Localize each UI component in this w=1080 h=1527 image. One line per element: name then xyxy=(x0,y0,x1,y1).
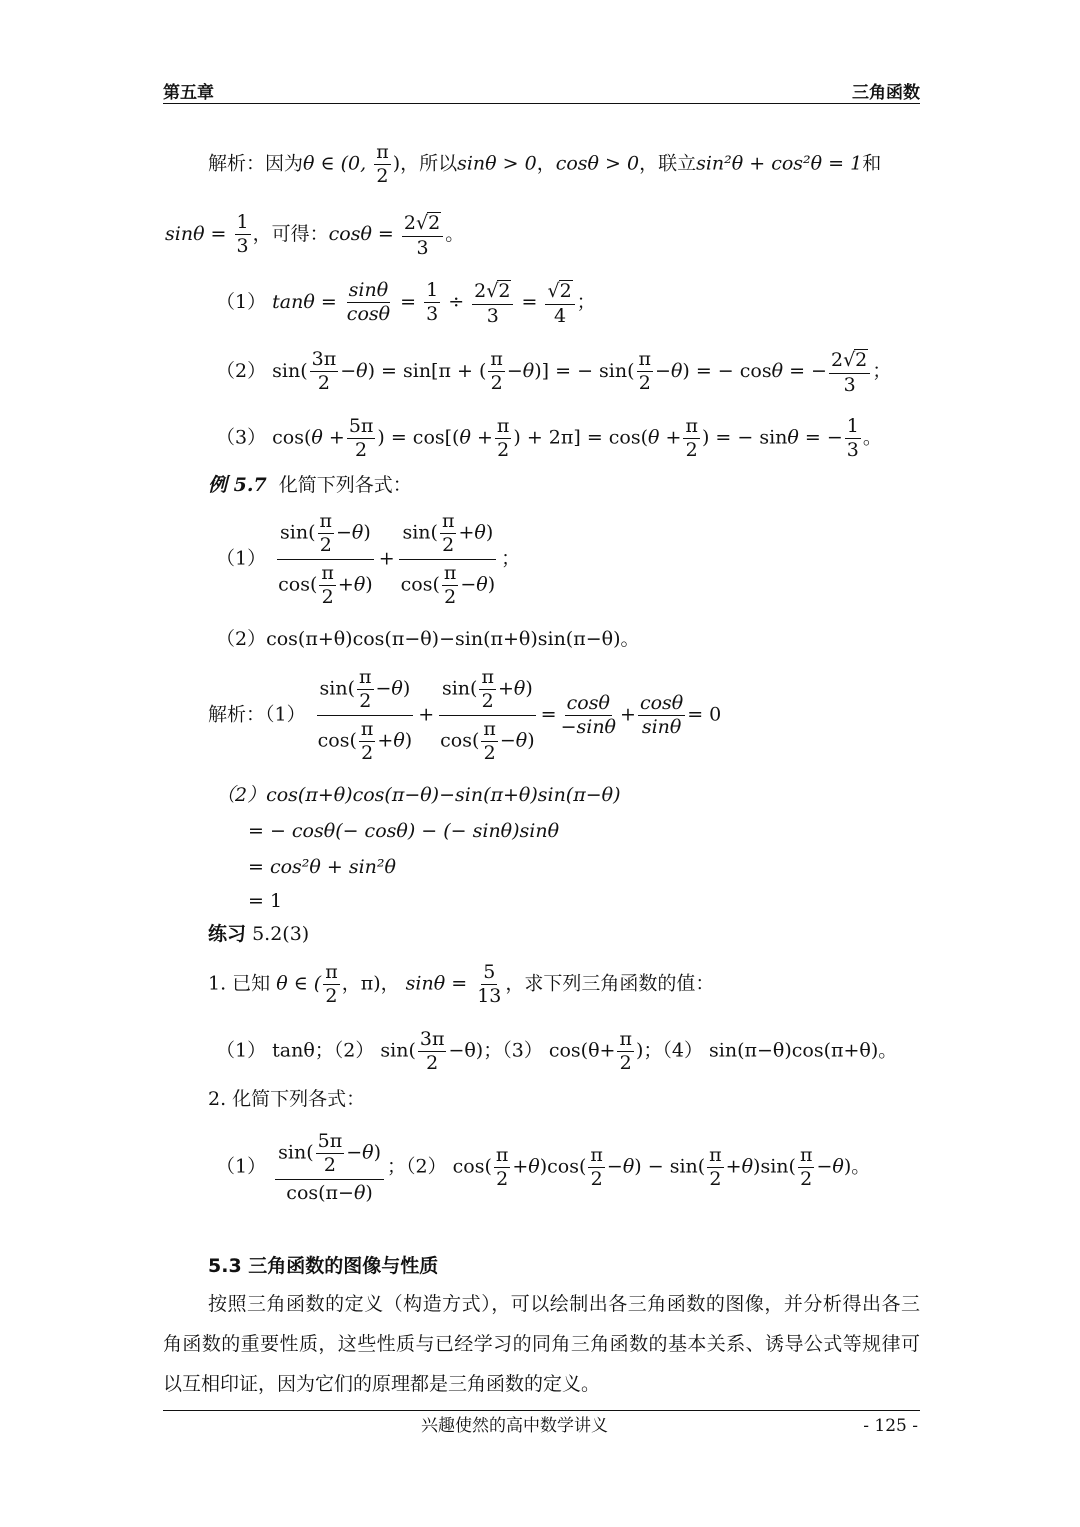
fraction-2sqrt2-3: $\frac{2√2}{3}$ xyxy=(402,212,443,258)
q2-part2-label: ；（2） cos( xyxy=(387,1155,492,1178)
parts-b: −θ)；（3） cos(θ+ xyxy=(448,1039,616,1062)
solution2-line1: 解析：（1） sin( $\frac{\pi}{2}$ −θ) cos( $\frac{\pi}{2}$ +θ) + sin( $\frac{\pi}{2}$ +θ) cos( $\frac{\pi}{2}$ −θ) = $\frac{\cos\theta}{-\sin\theta}$ + $\frac{\cos\theta}{\sin\theta}$ = 0 xyxy=(208,666,722,764)
q1-prefix: 1. 已知 xyxy=(208,972,271,995)
solution2-line3: = − cosθ(− cosθ) − (− sinθ)sinθ xyxy=(248,820,560,842)
example-label: 例 5.7 xyxy=(208,474,267,496)
zero-result: = 0 xyxy=(687,703,722,726)
and-text: 和 xyxy=(862,152,882,175)
q1-instruction: ，求下列三角函数的值： xyxy=(505,972,715,995)
combine-text: ，联立 xyxy=(639,152,697,175)
solution2-line2: （2）cos(π+θ)cos(π−θ)−sin(π+θ)sin(π−θ) xyxy=(216,784,621,806)
solution1-part2: （2） sin( $\frac{3\pi}{2}$ −θ) = sin[π + ( $\frac{\pi}{2}$ −θ)] = − sin( $\frac{\pi}{2}$ −θ) = − cosθ = − $\frac{2√2}{3}$ ； xyxy=(216,348,892,396)
q1-label: （1） xyxy=(216,547,267,570)
footer-rule xyxy=(163,1410,920,1411)
solution2-label: 解析：（1） xyxy=(208,703,306,726)
footer-title: 兴趣使然的高中数学讲义 xyxy=(421,1416,608,1436)
example-q2: （2）cos(π+θ)cos(π−θ)−sin(π+θ)sin(π−θ)。 xyxy=(216,628,640,650)
example-q1: （1） sin( $\frac{\pi}{2}$ −θ) cos( $\frac{\pi}{2}$ +θ) + sin( $\frac{\pi}{2}$ +θ) cos( $\frac{\pi}{2}$ −θ) ； xyxy=(216,510,521,608)
example-heading xyxy=(208,476,412,495)
chapter-label: 第五章 xyxy=(163,83,214,103)
solution2-line4: = cos²θ + sin²θ xyxy=(248,856,396,878)
cos-eq: cosθ = xyxy=(328,222,394,245)
pythagorean-identity: sin²θ + cos²θ = 1 xyxy=(696,152,863,175)
example-title: 化简下列各式： xyxy=(278,474,412,496)
exercise-heading xyxy=(208,925,309,944)
exercise-q2: 2. 化简下列各式： xyxy=(208,1088,366,1110)
exercise-q2-parts: （1） sin( $\frac{5\pi}{2}$ −θ) cos(π−θ) ；（2） cos( $\frac{\pi}{2}$ +θ)cos( $\frac{\pi}{2}$ −θ) − sin( $\frac{\pi}{2}$ +θ)sin( $\frac{\pi}{2}$ −θ)。 xyxy=(216,1130,871,1204)
fraction-pi-over-2: $\frac{\pi}{2}$ xyxy=(376,141,389,187)
section-title: 5.3 三角函数的图像与性质 xyxy=(208,1255,439,1277)
cos-positive: cosθ > 0 xyxy=(555,152,640,175)
theta-in: θ ∈ ( xyxy=(276,972,322,995)
comma: ， xyxy=(536,152,556,175)
part3-label: （3） xyxy=(216,426,267,449)
parts-c: )；（4） sin(π−θ)cos(π+θ)。 xyxy=(635,1039,898,1062)
period: 。 xyxy=(445,222,465,245)
fraction-1-3: $\frac{1}{3}$ xyxy=(236,211,249,258)
solution1-line1 xyxy=(208,143,881,186)
part1-label: （1） xyxy=(216,290,267,313)
q2-tail: 。 xyxy=(851,1155,871,1178)
so-text: )，所以 xyxy=(392,152,458,175)
chapter-title: 三角函数 xyxy=(852,83,920,103)
exercise-label: 练习 xyxy=(208,923,247,945)
page-number: - 125 - xyxy=(863,1416,918,1436)
sin-eq: sinθ = xyxy=(405,972,468,995)
given-sin: sinθ = xyxy=(165,222,227,245)
theta-range: θ ∈ (0, xyxy=(303,152,367,175)
solution-label: 解析：因为 xyxy=(208,152,304,175)
header-rule xyxy=(163,103,920,104)
solution1-part1: （1） tanθ = $\frac{\sin\theta}{\cos\theta}$ = $\frac{1}{3}$ ÷ $\frac{2√2}{3}$ = $\frac{√2}{4}$ ； xyxy=(216,279,596,327)
exercise-q1: 1. 已知 θ ∈ ( $\frac{\pi}{2}$ ，π)， sinθ = $\frac{5}{13}$ ，求下列三角函数的值： xyxy=(208,961,715,1007)
solution1-part3: （3） cos(θ + $\frac{5\pi}{2}$ ) = cos[(θ + $\frac{\pi}{2}$ ) + 2π] = cos(θ + $\frac{\pi}{2}$ ) = − sinθ = − $\frac{1}{3}$ 。 xyxy=(216,415,882,461)
sin-positive: sinθ > 0 xyxy=(457,152,537,175)
part2-label: （2） xyxy=(216,359,267,382)
exercise-number: 5.2(3) xyxy=(252,923,310,945)
parts-a: （1） tanθ；（2） sin( xyxy=(216,1039,416,1062)
section-paragraph: 按照三角函数的定义（构造方式），可以绘制出各三角函数的图像，并分析得出各三角函数的重要性质，这些性质与已经学习的同角三角函数的基本关系、诱导公式等规律可以互相印证，因为它们的原理都是三角函数的定义。 xyxy=(163,1293,920,1395)
solution2-line5: = 1 xyxy=(248,890,283,912)
q2-part1-label: （1） xyxy=(216,1155,267,1178)
can-get: ，可得： xyxy=(252,222,329,245)
solution1-line2 xyxy=(165,212,464,258)
pi-close: ，π)， xyxy=(341,972,400,995)
exercise-q1-parts: （1） tanθ；（2） sin( $\frac{3\pi}{2}$ −θ)；（3） cos(θ+ $\frac{\pi}{2}$ )；（4） sin(π−θ)cos(π+θ)。 xyxy=(216,1028,898,1074)
